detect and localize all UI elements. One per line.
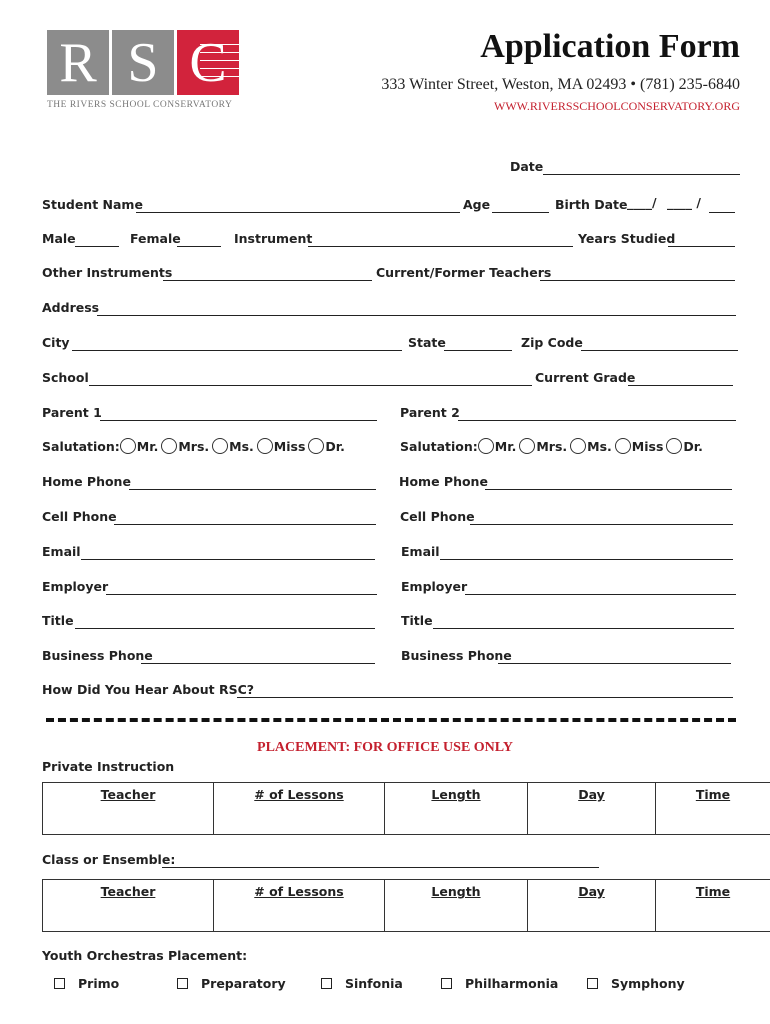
employer-field-2[interactable] xyxy=(465,594,736,595)
parent2-field[interactable] xyxy=(458,420,736,421)
state-field[interactable] xyxy=(444,350,512,351)
col-time[interactable]: Time xyxy=(656,880,770,932)
placement-heading: PLACEMENT: FOR OFFICE USE ONLY xyxy=(257,740,513,755)
option-label: Dr. xyxy=(683,439,703,454)
orchestra-primo[interactable] xyxy=(54,976,119,991)
col-lessons[interactable]: # of Lessons xyxy=(214,783,385,835)
option-label: Mrs. xyxy=(178,439,210,454)
cell-phone-field-2[interactable] xyxy=(470,524,733,525)
title-field-1[interactable] xyxy=(75,628,375,629)
orchestra-label: Sinfonia xyxy=(345,976,403,991)
orchestra-preparatory[interactable] xyxy=(177,976,286,991)
website-link[interactable]: WWW.RIVERSSCHOOLCONSERVATORY.ORG xyxy=(494,99,740,113)
youth-orchestras-label: Youth Orchestras Placement: xyxy=(42,948,248,963)
radio-miss[interactable] xyxy=(615,438,631,454)
female-field[interactable] xyxy=(177,246,221,247)
logo-tagline: THE RIVERS SCHOOL CONSERVATORY xyxy=(47,100,233,110)
option-label: Miss xyxy=(273,439,306,454)
address-line: 333 Winter Street, Weston, MA 02493 • (781) 235-6840 xyxy=(381,76,740,93)
cell-phone-label-2: Cell Phone xyxy=(400,509,475,524)
salutation-parent2 xyxy=(400,438,706,454)
current-teachers-label: Current/Former Teachers xyxy=(376,265,552,280)
title-label-1: Title xyxy=(42,613,74,628)
orchestra-label: Primo xyxy=(78,976,120,991)
radio-dr[interactable] xyxy=(666,438,682,454)
student-name-field[interactable] xyxy=(136,212,460,213)
home-phone-label-1: Home Phone xyxy=(42,474,131,489)
logo-letter-c: C xyxy=(177,30,239,95)
age-label: Age xyxy=(463,197,491,212)
other-instruments-label: Other Instruments xyxy=(42,265,173,280)
cell-phone-field-1[interactable] xyxy=(114,524,376,525)
orchestra-symphony[interactable] xyxy=(587,976,685,991)
years-studied-label: Years Studied xyxy=(578,231,676,246)
radio-miss[interactable] xyxy=(257,438,273,454)
email-label-1: Email xyxy=(42,544,81,559)
female-label: Female xyxy=(130,231,181,246)
school-label: School xyxy=(42,370,89,385)
salutation-parent1 xyxy=(42,438,348,454)
form-title: Application Form xyxy=(480,28,740,65)
address-label: Address xyxy=(42,300,100,315)
option-label: Ms. xyxy=(587,439,612,454)
salutation-label: Salutation: xyxy=(400,439,478,454)
logo-staff-line xyxy=(200,52,252,53)
logo-staff-line xyxy=(200,76,252,77)
logo-staff-line xyxy=(200,44,252,45)
col-lessons[interactable]: # of Lessons xyxy=(214,880,385,932)
employer-label-1: Employer xyxy=(42,579,109,594)
address-field[interactable] xyxy=(97,315,736,316)
male-field[interactable] xyxy=(75,246,119,247)
years-studied-field[interactable] xyxy=(668,246,735,247)
col-day[interactable]: Day xyxy=(528,880,656,932)
class-ensemble-field[interactable] xyxy=(162,867,599,868)
option-label: Mrs. xyxy=(536,439,568,454)
how-hear-field[interactable] xyxy=(237,697,733,698)
orchestra-label: Symphony xyxy=(611,976,685,991)
business-phone-label-2: Business Phone xyxy=(401,648,512,663)
checkbox-icon[interactable] xyxy=(54,978,65,989)
option-label: Mr. xyxy=(136,439,159,454)
logo-letter-s: S xyxy=(112,30,174,95)
class-ensemble-label: Class or Ensemble: xyxy=(42,852,176,867)
col-length[interactable]: Length xyxy=(385,880,528,932)
birth-year-field[interactable] xyxy=(709,212,735,213)
logo-staff-line xyxy=(200,60,252,61)
email-field-2[interactable] xyxy=(440,559,733,560)
checkbox-icon[interactable] xyxy=(441,978,452,989)
checkbox-icon[interactable] xyxy=(587,978,598,989)
orchestra-philharmonia[interactable] xyxy=(441,976,558,991)
radio-dr[interactable] xyxy=(308,438,324,454)
class-ensemble-table xyxy=(42,879,770,932)
business-phone-field-2[interactable] xyxy=(498,663,731,664)
current-grade-field[interactable] xyxy=(628,385,733,386)
home-phone-field-2[interactable] xyxy=(485,489,732,490)
option-label: Miss xyxy=(631,439,664,454)
birth-day-field[interactable]: ____ / xyxy=(667,195,701,210)
employer-field-1[interactable] xyxy=(106,594,377,595)
zip-label: Zip Code xyxy=(521,335,583,350)
orchestra-label: Philharmonia xyxy=(465,976,559,991)
radio-ms[interactable] xyxy=(212,438,228,454)
logo-staff-line xyxy=(200,68,252,69)
col-teacher[interactable]: Teacher xyxy=(43,783,214,835)
zip-field[interactable] xyxy=(581,350,738,351)
current-teachers-field[interactable] xyxy=(540,280,735,281)
employer-label-2: Employer xyxy=(401,579,468,594)
student-name-label: Student Name xyxy=(42,197,143,212)
current-grade-label: Current Grade xyxy=(535,370,636,385)
instrument-label: Instrument xyxy=(234,231,313,246)
radio-ms[interactable] xyxy=(570,438,586,454)
orchestra-label: Preparatory xyxy=(201,976,286,991)
dashed-separator xyxy=(46,718,736,722)
option-label: Ms. xyxy=(229,439,254,454)
radio-mr[interactable] xyxy=(478,438,494,454)
option-label: Mr. xyxy=(494,439,517,454)
radio-mrs[interactable] xyxy=(161,438,177,454)
col-length[interactable]: Length xyxy=(385,783,528,835)
male-label: Male xyxy=(42,231,76,246)
radio-mr[interactable] xyxy=(120,438,136,454)
col-time[interactable]: Time xyxy=(656,783,770,835)
business-phone-field-1[interactable] xyxy=(141,663,375,664)
orchestra-sinfonia[interactable] xyxy=(321,976,403,991)
title-field-2[interactable] xyxy=(433,628,734,629)
logo-letter-r: R xyxy=(47,30,109,95)
option-label: Dr. xyxy=(325,439,345,454)
col-teacher[interactable]: Teacher xyxy=(43,880,214,932)
parent1-field[interactable] xyxy=(100,420,377,421)
checkbox-icon[interactable] xyxy=(177,978,188,989)
checkbox-icon[interactable] xyxy=(321,978,332,989)
cell-phone-label-1: Cell Phone xyxy=(42,509,117,524)
birth-month-field[interactable]: ____/ xyxy=(627,195,657,210)
birth-date-label: Birth Date xyxy=(555,197,628,212)
radio-mrs[interactable] xyxy=(519,438,535,454)
private-instruction-table xyxy=(42,782,770,835)
date-label: Date xyxy=(510,159,544,174)
home-phone-field-1[interactable] xyxy=(129,489,376,490)
col-day[interactable]: Day xyxy=(528,783,656,835)
parent1-label: Parent 1 xyxy=(42,405,102,420)
private-instruction-label: Private Instruction xyxy=(42,759,175,774)
city-label: City xyxy=(42,335,70,350)
home-phone-label-2: Home Phone xyxy=(399,474,488,489)
parent2-label: Parent 2 xyxy=(400,405,460,420)
salutation-label: Salutation: xyxy=(42,439,120,454)
instrument-field[interactable] xyxy=(308,246,573,247)
how-hear-label: How Did You Hear About RSC? xyxy=(42,682,255,697)
date-field[interactable] xyxy=(543,174,740,175)
state-label: State xyxy=(408,335,446,350)
email-field-1[interactable] xyxy=(81,559,375,560)
email-label-2: Email xyxy=(401,544,440,559)
age-field[interactable] xyxy=(492,212,549,213)
school-field[interactable] xyxy=(89,385,532,386)
business-phone-label-1: Business Phone xyxy=(42,648,153,663)
other-instruments-field[interactable] xyxy=(163,280,372,281)
city-field[interactable] xyxy=(72,350,402,351)
title-label-2: Title xyxy=(401,613,433,628)
